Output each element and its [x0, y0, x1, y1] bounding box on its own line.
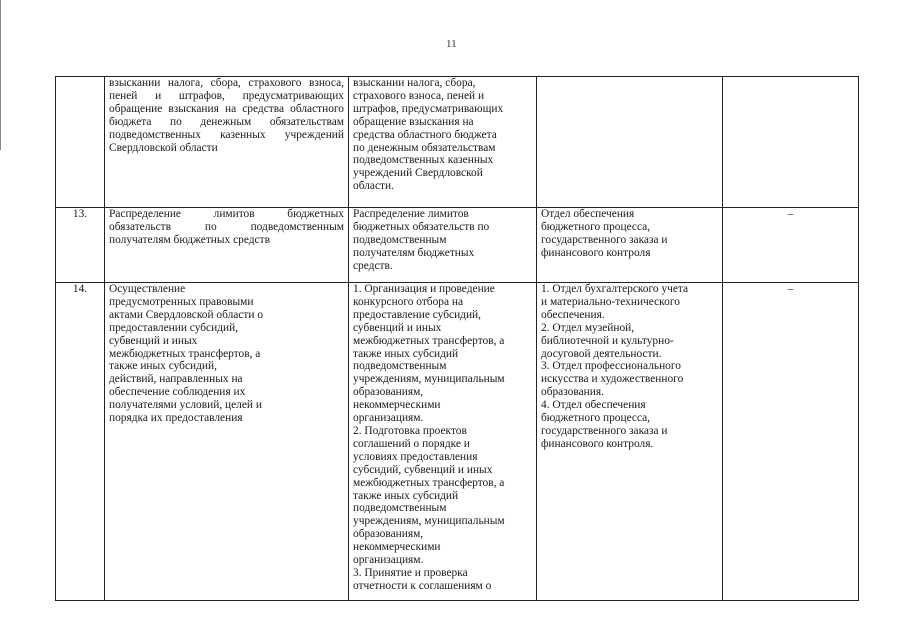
- tasks-cell: 1. Организация и проведение конкурсного отбора на предоставление субсидий, субвенций и иных межбюджетных трансфертов, а также иных субсидий подведомственным учреждениям, муниципальным образованиям, некоммерческими организациям. 2. Подготовка проектов соглашений о порядке и условиях предоставления субсидий, субвенций и иных межбюджетных трансфертов, а также иных субсидий подведомственным учреждениям, муниципальным образованиям, некоммерческими организациям. 3. Принятие и проверка отчетности к соглашениям о: [349, 283, 537, 601]
- table-row: [56, 283, 859, 601]
- department-cell: 1. Отдел бухгалтерского учета и материально-технического обеспечения. 2. Отдел музейной, библиотечной и культурно- досуговой деятельности. 3. Отдел профессионального искусства и художественного образования. 4. Отдел обеспечения бюджетного процесса, государственного заказа и финансового контроля.: [537, 283, 723, 601]
- function-cell: взыскании налога, сбора, страхового взноса, пеней и штрафов, предусматривающих обращение взыскания на средства областного бюджета по денежным обязательствам подведомственных казенных учреждений Свердловской области: [105, 77, 349, 208]
- note-cell: –: [723, 208, 859, 283]
- row-number-cell: [56, 77, 105, 208]
- department-cell: [537, 77, 723, 208]
- table-row: [56, 208, 859, 283]
- table-row: [56, 77, 859, 208]
- note-cell: –: [723, 283, 859, 601]
- page-number: 11: [446, 38, 457, 50]
- functions-table: [55, 76, 859, 601]
- function-cell: Осуществление предусмотренных правовыми актами Свердловской области о предоставлении субсидий, субвенций и иных межбюджетных трансфертов, а также иных субсидий, действий, направленных на обеспечение соблюдения их получателями условий, целей и порядка их предоставления: [105, 283, 349, 601]
- function-cell: Распределение лимитов бюджетных обязательств по подведомственным получателям бюджетных средств: [105, 208, 349, 283]
- tasks-cell: Распределение лимитов бюджетных обязательств по подведомственным получателям бюджетных средств.: [349, 208, 537, 283]
- row-number-cell: 13.: [56, 208, 105, 283]
- row-number-cell: 14.: [56, 283, 105, 601]
- scan-edge-mark: [0, 0, 1, 150]
- tasks-cell: взыскании налога, сбора, страхового взноса, пеней и штрафов, предусматривающих обращение взыскания на средства областного бюджета по денежным обязательствам подведомственных казенных учреждений Свердловской области.: [349, 77, 537, 208]
- department-cell: Отдел обеспечения бюджетного процесса, государственного заказа и финансового контроля: [537, 208, 723, 283]
- note-cell: [723, 77, 859, 208]
